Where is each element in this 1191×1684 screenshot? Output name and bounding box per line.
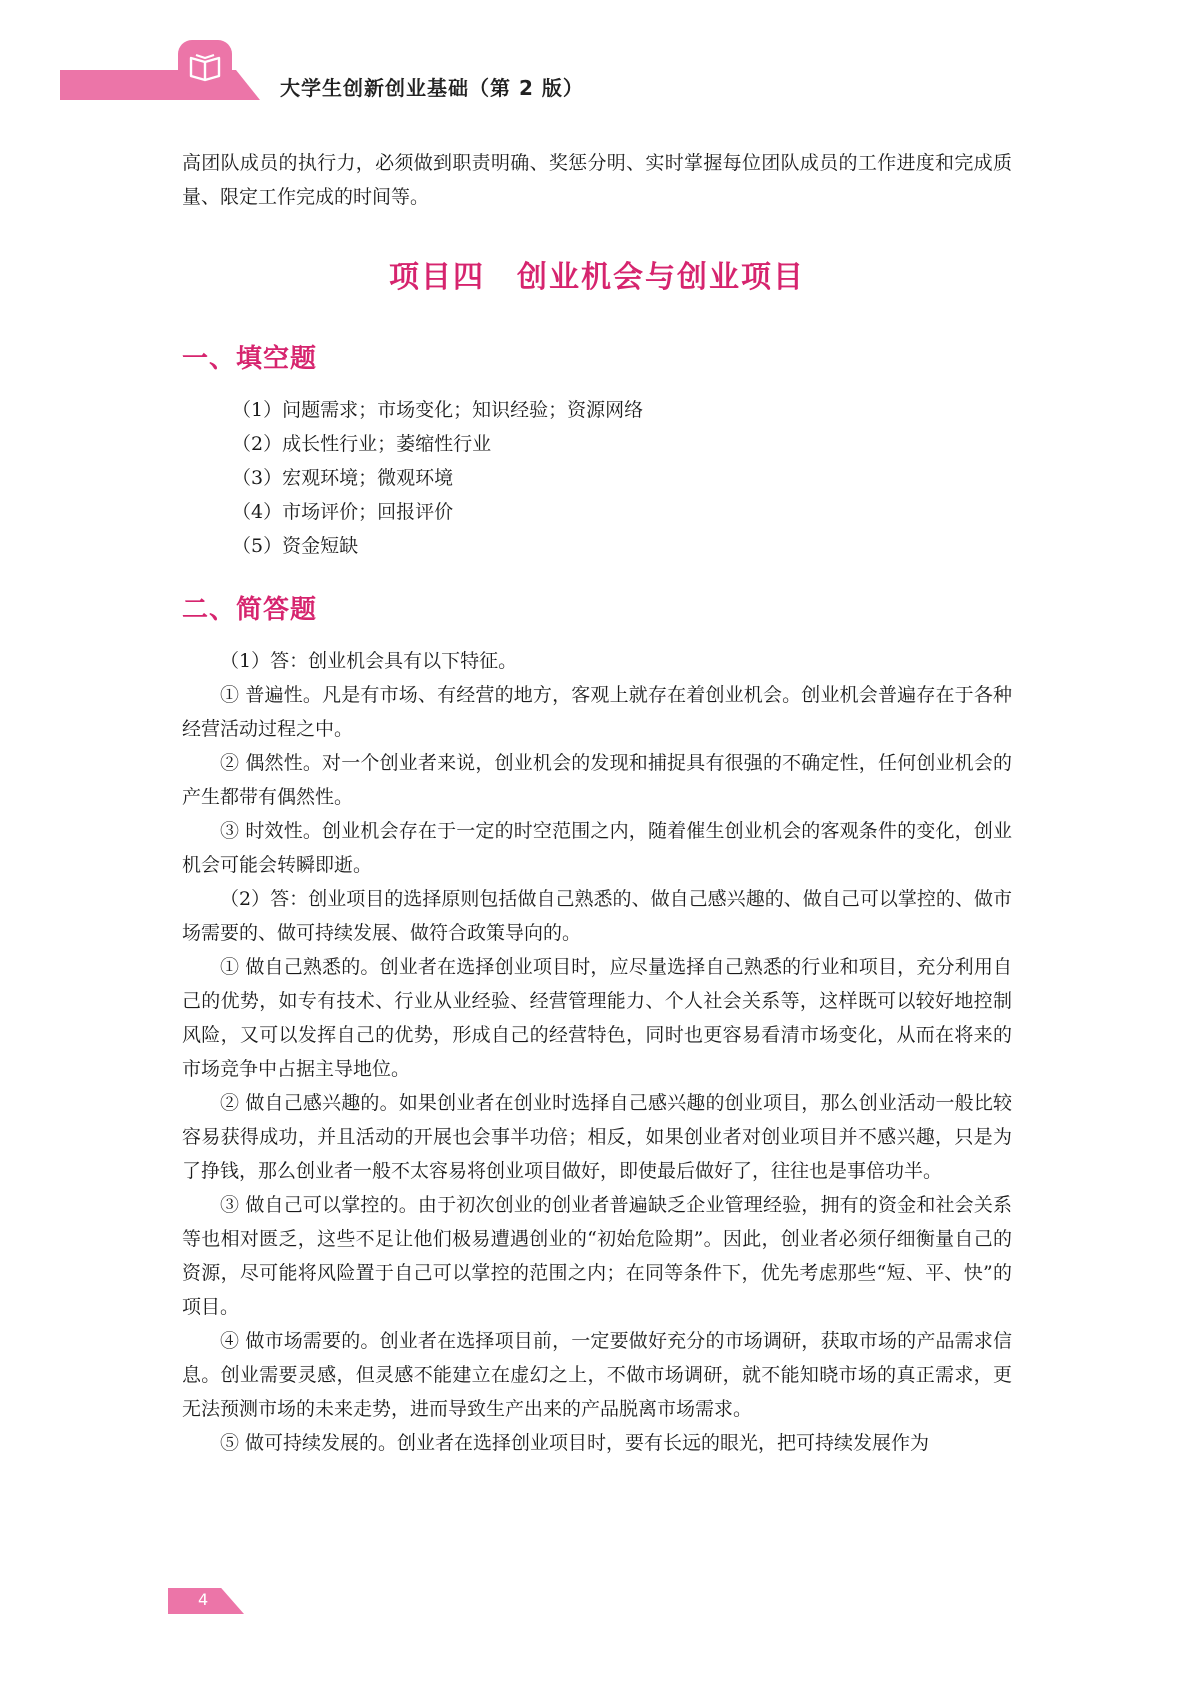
answer-paragraph: （1）答：创业机会具有以下特征。 (220, 650, 518, 672)
page-header (0, 0, 1191, 110)
page-content (182, 146, 1012, 1460)
book-title: 大学生创新创业基础（第 2 版） (280, 76, 584, 100)
short-answers (182, 644, 1012, 1460)
fill-in-answers (182, 393, 1012, 563)
fill-in-answer: （4）市场评价；回报评价 (232, 501, 454, 523)
fill-in-answer: （2）成长性行业；萎缩性行业 (232, 433, 492, 455)
answer-paragraph: ② 偶然性。对一个创业者来说，创业机会的发现和捕捉具有很强的不确定性，任何创业机会的产生都带有偶然性。 (182, 752, 1012, 808)
answer-paragraph: ① 做自己熟悉的。创业者在选择创业项目时，应尽量选择自己熟悉的行业和项目，充分利用自己的优势，如专有技术、行业从业经验、经营管理能力、个人社会关系等，这样既可以较好地控制风险，又可以发挥自己的优势，形成自己的经营特色，同时也更容易看清市场变化，从而在将来的市场竞争中占据主导地位。 (182, 956, 1012, 1080)
answer-paragraph: ④ 做市场需要的。创业者在选择项目前，一定要做好充分的市场调研，获取市场的产品需求信息。创业需要灵感，但灵感不能建立在虚幻之上，不做市场调研，就不能知晓市场的真正需求，更无法预测市场的未来走势，进而导致生产出来的产品脱离市场需求。 (182, 1330, 1012, 1420)
answer-paragraph: ⑤ 做可持续发展的。创业者在选择创业项目时，要有长远的眼光，把可持续发展作为 (220, 1432, 930, 1454)
fill-in-answer: （3）宏观环境；微观环境 (232, 467, 454, 489)
answer-paragraph: （2）答：创业项目的选择原则包括做自己熟悉的、做自己感兴趣的、做自己可以掌控的、做市场需要的、做可持续发展、做符合政策导向的。 (182, 888, 1012, 944)
fill-in-answer: （1）问题需求；市场变化；知识经验；资源网络 (232, 399, 644, 421)
page-number: 4 (198, 1590, 209, 1609)
project-title: 项目四 创业机会与创业项目 (389, 260, 805, 295)
answer-paragraph: ① 普遍性。凡是有市场、有经营的地方，客观上就存在着创业机会。创业机会普遍存在于各种经营活动过程之中。 (182, 684, 1012, 740)
section-title-short-answer: 二、简答题 (182, 595, 318, 625)
answer-paragraph: ③ 做自己可以掌控的。由于初次创业的创业者普遍缺乏企业管理经验，拥有的资金和社会关系等也相对匮乏，这些不足让他们极易遭遇创业的“初始危险期”。因此，创业者必须仔细衡量自己的资源，尽可能将风险置于自己可以掌控的范围之内；在同等条件下，优先考虑那些“短、平、快”的项目。 (182, 1194, 1012, 1318)
answer-paragraph: ② 做自己感兴趣的。如果创业者在创业时选择自己感兴趣的创业项目，那么创业活动一般比较容易获得成功，并且活动的开展也会事半功倍；相反，如果创业者对创业项目并不感兴趣，只是为了挣钱，那么创业者一般不太容易将创业项目做好，即使最后做好了，往往也是事倍功半。 (182, 1092, 1012, 1182)
fill-in-answer: （5）资金短缺 (232, 535, 359, 557)
section-title-fill-in: 一、填空题 (182, 344, 318, 374)
open-book-icon (178, 40, 232, 94)
intro-paragraph: 高团队成员的执行力，必须做到职责明确、奖惩分明、实时掌握每位团队成员的工作进度和完成质量、限定工作完成的时间等。 (182, 152, 1012, 208)
answer-paragraph: ③ 时效性。创业机会存在于一定的时空范围之内，随着催生创业机会的客观条件的变化，创业机会可能会转瞬即逝。 (182, 820, 1012, 876)
